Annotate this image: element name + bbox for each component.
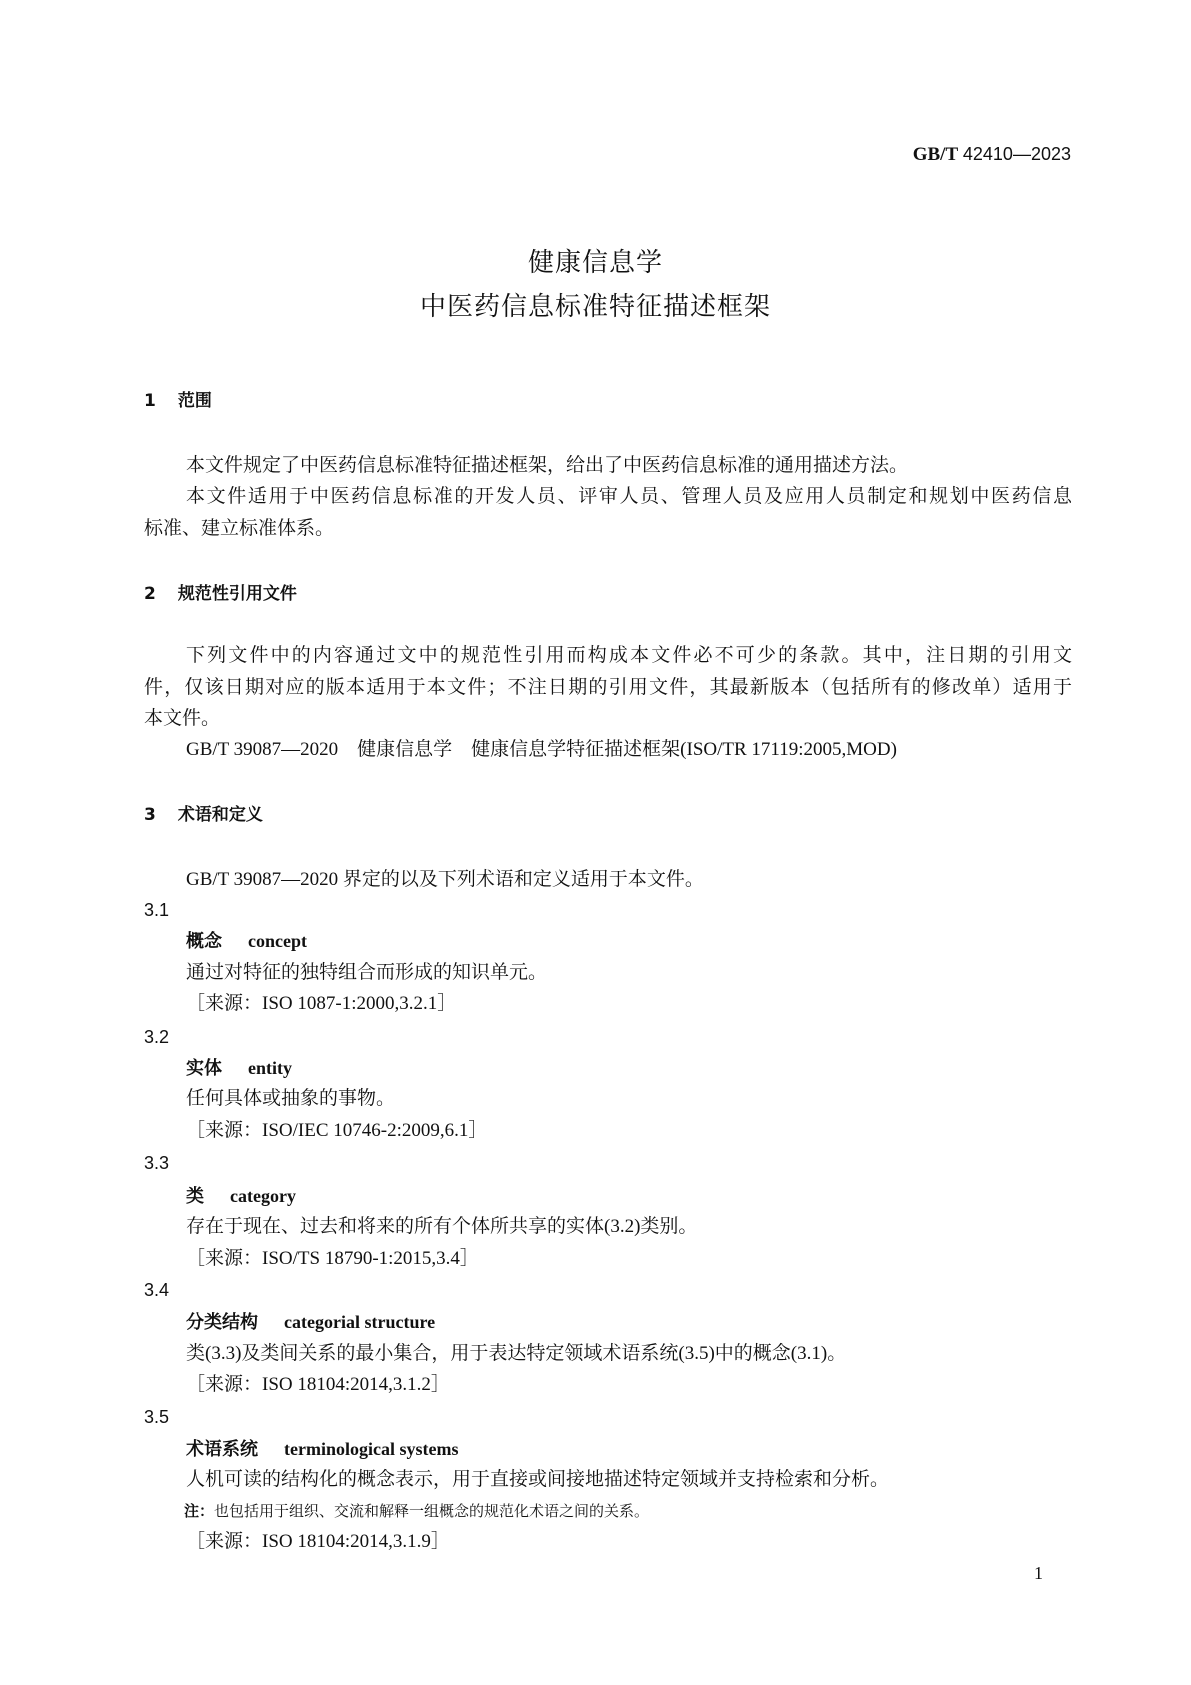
- term-title: 概念 concept: [186, 931, 307, 951]
- section-3-heading: 3 术语和定义: [144, 805, 263, 825]
- term-definition: 任何具体或抽象的事物。: [186, 1088, 396, 1109]
- term-source: ［来源：ISO/TS 18790-1:2015,3.4］: [186, 1248, 479, 1269]
- s1-paragraph-2-line2: 标准、建立标准体系。: [144, 518, 335, 539]
- standard-code-number: 42410—2023: [962, 144, 1071, 164]
- term-number: 3.2: [144, 1027, 170, 1047]
- title-line1: 健康信息学: [527, 248, 663, 278]
- term-number: 3.5: [144, 1407, 170, 1427]
- title-line2: 中医药信息标准特征描述框架: [419, 292, 771, 322]
- normative-reference: GB/T 39087—2020 健康信息学 健康信息学特征描述框架(ISO/TR 17119:2005,MOD): [186, 739, 897, 760]
- term-source: ［来源：ISO 18104:2014,3.1.2］: [186, 1374, 450, 1395]
- term-note: 注：也包括用于组织、交流和解释一组概念的规范化术语之间的关系。: [184, 1504, 650, 1520]
- term-definition: 存在于现在、过去和将来的所有个体所共享的实体(3.2)类别。: [186, 1216, 698, 1237]
- page-number: 1: [1034, 1563, 1043, 1583]
- term-title: 术语系统 terminological systems: [186, 1439, 459, 1459]
- term-definition: 人机可读的结构化的概念表示，用于直接或间接地描述特定领域并支持检索和分析。: [186, 1469, 890, 1490]
- term-title: 类 category: [186, 1186, 296, 1206]
- standard-code-prefix: GB/T: [912, 144, 959, 165]
- term-number: 3.3: [144, 1153, 170, 1173]
- section-1-heading: 1 范围: [144, 391, 212, 411]
- term-definition: 类(3.3)及类间关系的最小集合，用于表达特定领域术语系统(3.5)中的概念(3.1)。: [186, 1343, 847, 1364]
- term-title: 实体 entity: [186, 1058, 292, 1078]
- s2-paragraph-line3: 本文件。: [144, 708, 221, 729]
- term-number: 3.4: [144, 1280, 170, 1300]
- standard-code: [913, 142, 1071, 167]
- s3-intro: GB/T 39087—2020 界定的以及下列术语和定义适用于本文件。: [186, 869, 704, 890]
- section-2-heading: 2 规范性引用文件: [144, 584, 297, 604]
- s1-paragraph-1: 本文件规定了中医药信息标准特征描述框架，给出了中医药信息标准的通用描述方法。: [186, 455, 909, 476]
- term-definition: 通过对特征的独特组合而形成的知识单元。: [186, 962, 548, 983]
- s2-paragraph-line2: 件，仅该日期对应的版本适用于本文件；不注日期的引用文件，其最新版本（包括所有的修改单）适用于: [144, 677, 1072, 698]
- term-source: ［来源：ISO 1087-1:2000,3.2.1］: [186, 993, 457, 1014]
- term-title: 分类结构 categorial structure: [186, 1312, 436, 1332]
- term-number: 3.1: [144, 900, 170, 920]
- term-source: ［来源：ISO/IEC 10746-2:2009,6.1］: [186, 1120, 488, 1141]
- s1-paragraph-2-line1: 本文件适用于中医药信息标准的开发人员、评审人员、管理人员及应用人员制定和规划中医药信息: [186, 486, 1072, 507]
- term-source: ［来源：ISO 18104:2014,3.1.9］: [186, 1531, 450, 1552]
- s2-paragraph-line1: 下列文件中的内容通过文中的规范性引用而构成本文件必不可少的条款。其中，注日期的引用文: [186, 645, 1072, 666]
